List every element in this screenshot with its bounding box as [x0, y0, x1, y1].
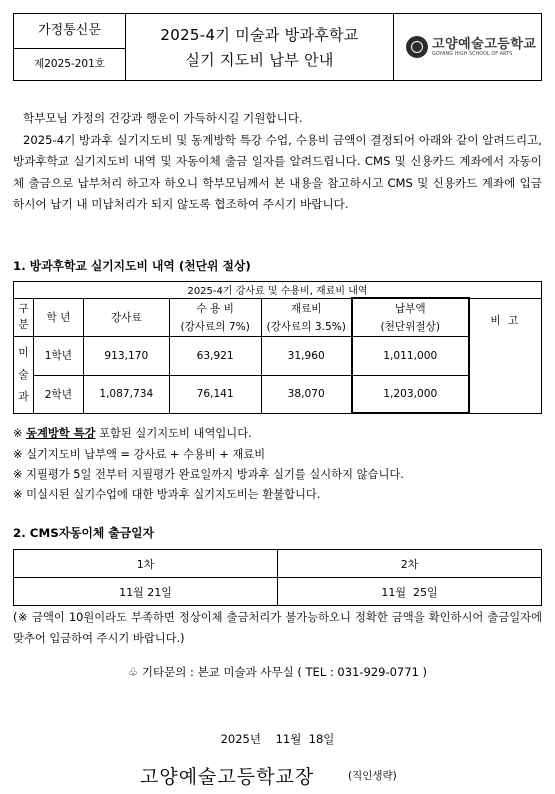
material-fee-sub: (강사료의 3.5%) [266, 320, 346, 333]
table-caption: 2025-4기 강사료 및 수용비, 재료비 내역 [14, 282, 542, 299]
note-1-mark: ※ [13, 427, 27, 440]
header-note: 비 고 [469, 298, 542, 413]
withdrawal-warning: (※ 금액이 10원이라도 부족하면 정상이체 출금처리가 불가능하오니 정확한 금액을 확인하시어 출금일자에 맞추어 입금하여 주시기 바랍니다.) [13, 611, 542, 645]
section2-title: 2. CMS자동이체 출금일자 [13, 526, 154, 540]
fee-table [13, 281, 542, 414]
round2-header: 2차 [278, 550, 542, 578]
row1-lecture: 913,170 [83, 336, 169, 375]
note-3-text: 지필평가 5일 전부터 지필평가 완료일까지 방과후 실기를 실시하지 않습니다. [26, 468, 404, 481]
round2-date: 11월 25일 [278, 578, 542, 606]
row2-material: 38,070 [261, 375, 352, 413]
contact-info: ♧ 기타문의 : 본교 미술과 사무실 ( TEL : 031-929-0771 ) [127, 665, 428, 679]
row2-usage: 76,141 [169, 375, 261, 413]
note-3 [13, 466, 404, 482]
row1-payment: 1,011,000 [352, 336, 469, 375]
payment-label: 납부액 [394, 302, 426, 315]
seal-omitted: (직인생략) [348, 770, 397, 782]
intro-body-text: 2025-4기 방과후 실기지도비 및 동계방학 특강 수업, 수용비 금액이 결정되어 아래와 같이 알려드리고, 방과후학교 실기지도비 내역 및 자동이체 출금 일자를 알려드립니다. CMS 및 신용카드 계좌에서 자동이체 출금으로 납부처리 하고자 하오니 학부모님께서 본 내용을 참고하시고 CMS 및 신용카드 계좌에 입금하시어 납기 내 미납처리가 되지 않도록 협조하여 주시기 바랍니다. [13, 132, 542, 211]
header-material-fee [261, 298, 352, 336]
note-1-emphasis: 동계방학 특강 [26, 427, 96, 440]
note-1-text: 포함된 실기지도비 내역입니다. [95, 427, 252, 440]
row1-material: 31,960 [261, 336, 352, 375]
doc-info-box [13, 13, 126, 81]
material-fee-label: 재료비 [290, 302, 322, 315]
note-4 [13, 486, 320, 502]
usage-fee-sub: (강사료의 7%) [180, 320, 250, 333]
header-payment [352, 298, 469, 336]
doc-type-label: 가정통신문 [14, 14, 125, 49]
note-3-mark: ※ [13, 468, 27, 481]
section1-title: 1. 방과후학교 실기지도비 내역 (천단위 절상) [13, 259, 251, 273]
header-grade: 학 년 [33, 298, 83, 336]
title-box [126, 13, 394, 81]
greeting-text: 학부모님 가정의 건강과 행운이 가득하시길 기원합니다. [23, 111, 303, 125]
round1-header: 1차 [14, 550, 278, 578]
note-2-text: 실기지도비 납부액 = 강사료 + 수용비 + 재료비 [26, 448, 266, 461]
school-logo-box [394, 13, 542, 81]
school-emblem-icon [406, 36, 428, 58]
issue-date: 2025년 11월 18일 [220, 732, 335, 746]
header-gubun: 구분 [14, 298, 34, 336]
withdrawal-table [13, 549, 542, 606]
logo-school-name: 고양예술고등학교 [432, 37, 537, 52]
row2-payment: 1,203,000 [352, 375, 469, 413]
note-4-text: 미실시된 실기수업에 대한 방과후 실기지도비는 환불합니다. [26, 488, 321, 501]
payment-sub: (천단위절상) [380, 320, 440, 333]
title-line-1: 2025-4기 미술과 방과후학교 [160, 26, 359, 44]
row1-grade: 1학년 [33, 336, 83, 375]
intro-paragraph [13, 108, 542, 216]
row2-lecture: 1,087,734 [83, 375, 169, 413]
row2-grade: 2학년 [33, 375, 83, 413]
note-2-mark: ※ [13, 448, 27, 461]
header-lecture-fee: 강사료 [83, 298, 169, 336]
row1-usage: 63,921 [169, 336, 261, 375]
usage-fee-label: 수 용 비 [196, 302, 234, 315]
note-2 [13, 446, 265, 462]
group-label: 미술과 [14, 336, 34, 413]
note-4-mark: ※ [13, 488, 27, 501]
note-1 [13, 425, 252, 441]
round1-date: 11월 21일 [14, 578, 278, 606]
title-line-2: 실기 지도비 납부 안내 [185, 51, 334, 69]
logo-english-name: GOYANG HIGH SCHOOL OF ARTS [432, 52, 513, 57]
principal-name: 고양예술고등학교장 [140, 766, 315, 788]
doc-number: 제2025-201호 [34, 58, 105, 70]
header-usage-fee [169, 298, 261, 336]
